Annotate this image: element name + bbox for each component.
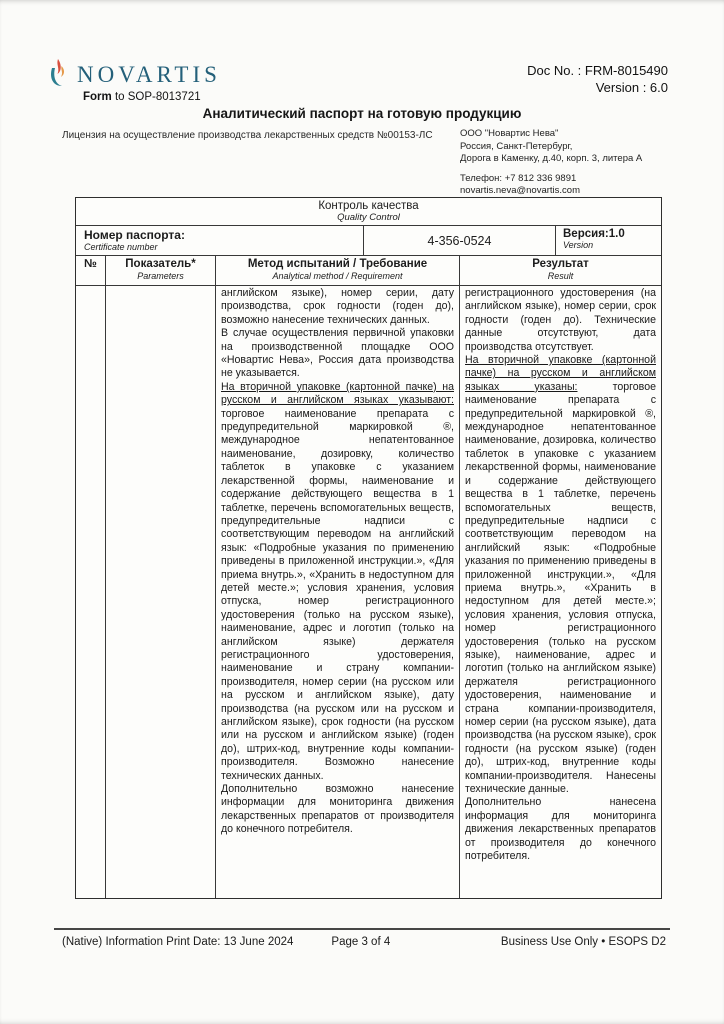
method-paragraph-4: Дополнительно возможно нанесение информации для мониторинга движения лекарственных препаратов от производителя до конечного потребителя. <box>221 783 454 836</box>
result-paragraph-2-rest: торговое наименование препарата с предупредительной маркировкой ®, международное непатентованное наименование, дозировка, количество таблеток в упаковке с указанием лекарственной формы, наименование и содержание действующего вещества в 1 таблетке, перечень вспомогательных веществ, предупредительные надписи с соответствующим переводом на английский язык: «Подробные указания по применению приведены в приложенной инструкции.», «Для приема внутрь.», «Хранить в недоступном для детей месте.»; условия хранения, условия отпуска, номер регистрационного удостоверения (только на русском языке), наименование, адрес и логотип (только на английском языке) держателя регистрационного удостоверения, наименование и страна компании-производителя, номер серии (на русском языке), дата производства (на русском языке), срок годности (на русском языке) (годен до), штрих-код, внутренние коды компании-производителя. Нанесены технические данные. <box>465 380 656 796</box>
version-label-ru: Версия:1.0 <box>563 228 625 240</box>
company-phone: Телефон: +7 812 336 9891 <box>460 172 577 184</box>
company-name: ООО "Новартис Нева" <box>460 128 559 139</box>
result-paragraph-1: регистрационного удостоверения (на английском языке), номер серии, срок годности (годен до). Технические данные отсутствуют, дата производства отсутствует. <box>465 287 656 353</box>
qc-title-ru: Контроль качества <box>318 200 419 212</box>
passport-label-en: Certificate number <box>84 242 158 252</box>
column-num-label: № <box>84 258 97 270</box>
column-method-en: Analytical method / Requirement <box>272 271 403 281</box>
passport-row <box>76 226 661 256</box>
company-address-2: Дорога в Каменку, д.40, корп. 3, литера А <box>460 153 643 164</box>
method-paragraph-2: В случае осуществления первичной упаковки на производственной площадке ООО «Новартис Нева», Россия дата производства не указывается. <box>221 327 454 380</box>
result-paragraph-3: Дополнительно нанесена информация для мониторинга движения лекарственных препаратов от производителя до конечного потребителя. <box>465 796 656 863</box>
method-paragraph-1: английском языке), номер серии, дату производства, срок годности (годен до), возможно нанесение технических данных. <box>221 287 454 326</box>
footer-page-number: Page 3 of 4 <box>331 936 391 948</box>
passport-label-ru: Номер паспорта: <box>84 228 185 242</box>
page-title: Аналитический паспорт на готовую продукцию <box>202 106 522 121</box>
novartis-flame-icon <box>46 58 70 90</box>
column-param-ru: Показатель* <box>125 258 196 270</box>
result-underlined-lead: На вторичной упаковке (картонной пачке) на русском и английском языках указаны: <box>465 354 656 393</box>
column-param-en: Parameters <box>137 271 184 281</box>
form-word: Form <box>83 91 112 103</box>
table-body-row <box>76 286 661 898</box>
column-header-num <box>76 256 106 285</box>
method-underlined-lead: На вторичной упаковке (картонной пачке) на русском и английском языках указывают: <box>221 380 454 407</box>
method-paragraph-3-rest: торговое наименование препарата с предупредительной маркировкой ®, международное непатентованное наименование, дозировку, количество таблеток в упаковке с указанием лекарственной формы, наименование и содержание действующего вещества в 1 таблетке, перечень вспомогательных веществ, предупредительные надписи с соответствующим переводом на английский язык: «Подробные указания по применению приведены в приложенной инструкции.», «Для приема внутрь.», «Хранить в недоступном для детей месте.»; условия хранения, условия отпуска, номер регистрационного удостоверения (только на русском языке), наименование, адрес и логотип (только на английском языке) держателя регистрационного удостоверения, наименование и страну компании-производителя, номер серии (на русском или на русском и английском языке), дату производства (на русском или на русском и английском языке), срок годности (на русском или на русском и английском языке) (годен до), штрих-код, внутренние коды компании-производителя. Возможно нанесение технических данных. <box>221 407 454 782</box>
body-cell-method <box>216 286 460 898</box>
doc-number: Doc No. : FRM-8015490 <box>527 63 668 78</box>
body-cell-result <box>460 286 661 898</box>
footer-classification: Business Use Only • ESOPS D2 <box>500 936 666 948</box>
license-line: Лицензия на осуществление производства лекарственных средств №00153-ЛС <box>62 130 433 141</box>
novartis-logo-block <box>46 58 221 103</box>
column-header-parameters <box>106 256 216 285</box>
method-paragraph-3 <box>221 381 454 783</box>
form-sop-line <box>83 91 221 103</box>
version-label-en: Version <box>563 240 594 250</box>
passport-label-cell <box>76 226 364 255</box>
column-header-row <box>76 256 661 286</box>
footer-divider <box>54 928 670 930</box>
version-cell <box>556 226 661 255</box>
form-sop-number: to SOP-8013721 <box>111 91 201 103</box>
passport-number: 4-356-0524 <box>364 226 556 255</box>
company-address-1: Россия, Санкт-Петербург, <box>460 140 573 152</box>
body-cell-parameter-empty <box>106 286 216 898</box>
company-email: novartis.neva@novartis.com <box>460 185 580 196</box>
footer-print-date: (Native) Information Print Date: 13 June 2024 <box>62 936 294 948</box>
body-cell-num-empty <box>76 286 106 898</box>
column-method-ru: Метод испытаний / Требование <box>247 258 428 270</box>
footer <box>62 936 666 948</box>
column-result-ru: Результат <box>532 258 589 270</box>
qc-title-row <box>76 198 661 226</box>
column-result-en: Result <box>547 271 574 281</box>
novartis-logo-text: NOVARTIS <box>77 62 221 87</box>
result-paragraph-2 <box>465 354 656 796</box>
qc-title-en: Quality Control <box>337 212 400 223</box>
quality-control-table <box>75 197 662 899</box>
doc-number-block <box>527 62 668 96</box>
company-block <box>460 128 642 198</box>
column-header-result <box>460 256 661 285</box>
doc-version: Version : 6.0 <box>595 80 668 95</box>
column-header-method <box>216 256 460 285</box>
